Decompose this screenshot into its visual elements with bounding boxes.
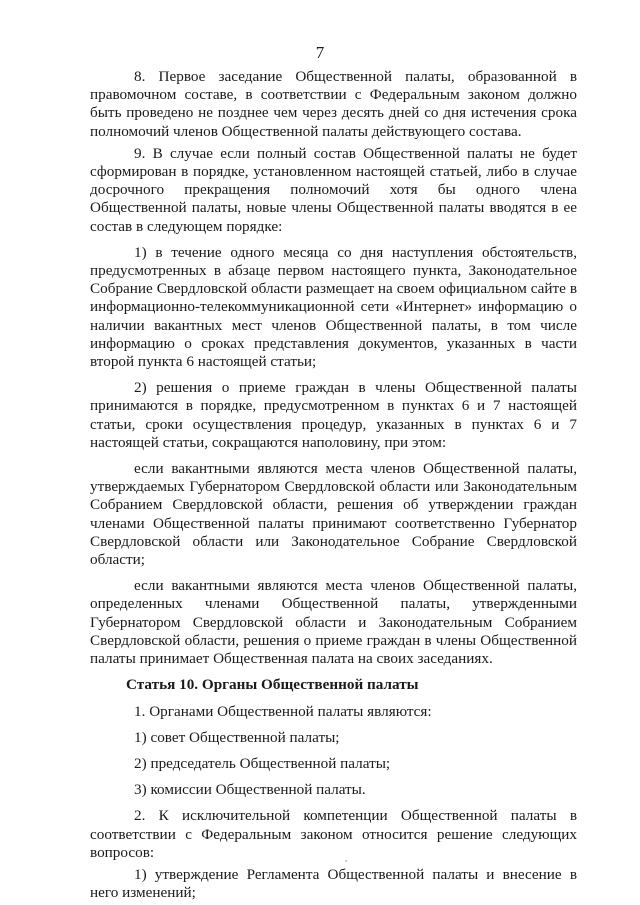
paragraph-9: 9. В случае если полный состав Общественной палаты не будет сформирован в порядке, установленном настоящей статьей, либо в случае досрочного прекращения полномочий хотя бы одного члена Общественной палаты, новые члены Общественной палаты вводятся в ее состав в следующем порядке: <box>90 144 577 235</box>
article-10-item-1: 1) совет Общественной палаты; <box>134 728 340 746</box>
paragraph-9-item-2-case-1: если вакантными являются места членов Общественной палаты, утверждаемых Губернатором Свердловской области или Законодательным Собранием Свердловской области, решения об утверждении граждан членами Общественной палаты принимают соответственно Губернатор Свердловской области или Законодательное Собрание Свердловской области; <box>90 460 577 569</box>
article-10-paragraph-2-item-1: 1) утверждение Регламента Общественной палаты и внесение в него изменений; <box>90 865 577 902</box>
scan-speck <box>345 860 347 862</box>
article-10-item-3: 3) комиссии Общественной палаты. <box>134 781 366 799</box>
document-body <box>90 68 577 902</box>
article-10-item-2: 2) председатель Общественной палаты; <box>134 754 391 772</box>
paragraph-9-item-2-case-2: если вакантными являются места членов Общественной палаты, определенных членами Общественной палаты, утвержденными Губернатором Свердловской области и Законодательным Собранием Свердловской области, решения о приеме граждан в члены Общественной палаты принимает Общественная палата на своих заседаниях. <box>90 577 577 668</box>
page-number: 7 <box>315 43 325 62</box>
article-10-paragraph-1: 1. Органами Общественной палаты являются: <box>134 702 432 720</box>
article-10-paragraph-2: 2. К исключительной компетенции Общественной палаты в соответствии с Федеральным законом относится решение следующих вопросов: <box>90 807 577 861</box>
paragraph-8: 8. Первое заседание Общественной палаты, образованной в правомочном составе, в соответствии с Федеральным законом должно быть проведено не позднее чем через десять дней со дня истечения срока полномочий членов Общественной палаты действующего состава. <box>90 68 577 140</box>
paragraph-9-item-1: 1) в течение одного месяца со дня наступления обстоятельств, предусмотренных в абзаце первом настоящего пункта, Законодательное Собрание Свердловской области размещает на своем официальном сайте в информационно-телекоммуникационной сети «Интернет» информацию о наличии вакантных мест членов Общественной палаты, в том числе информацию о сроках представления документов, указанных в части второй пункта 6 настоящей статьи; <box>90 243 577 371</box>
paragraph-9-item-2: 2) решения о приеме граждан в члены Общественной палаты принимаются в порядке, предусмотренном в пунктах 6 и 7 настоящей статьи, сроки осуществления процедур, указанных в пунктах 6 и 7 настоящей статьи, сокращаются наполовину, при этом: <box>90 379 577 451</box>
article-10-heading: Статья 10. Органы Общественной палаты <box>126 676 419 694</box>
